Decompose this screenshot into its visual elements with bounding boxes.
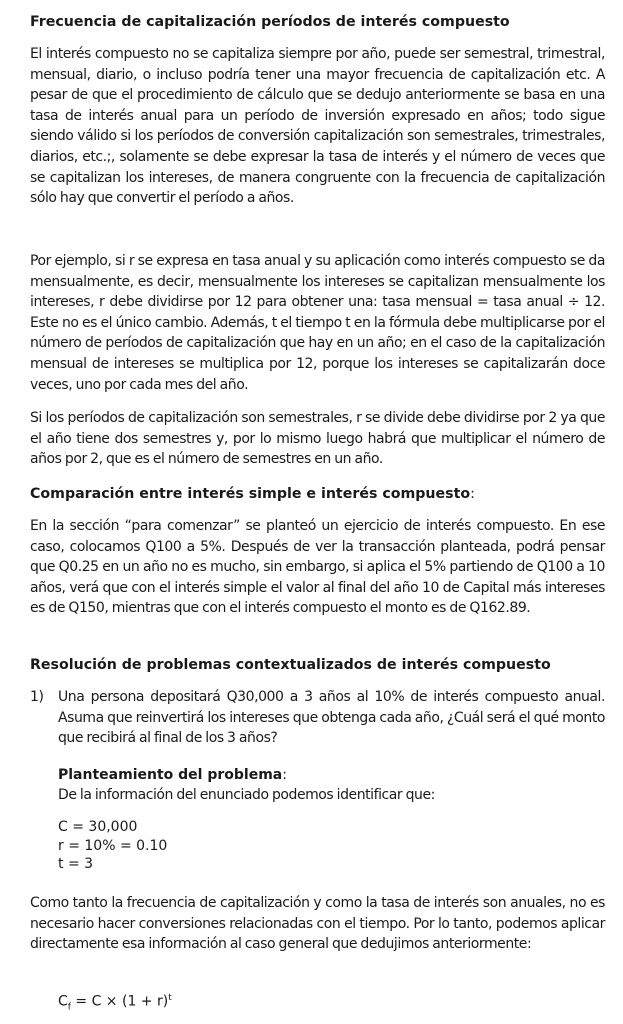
paragraph-comparacion: En la sección “para comenzar” se planteó un ejercicio de interés compuesto. En ese caso, colocamos Q100 a 5%. Después de ver la transacción planteada, podrá pensar que Q0.25 en un año no es mucho, sin embargo, si aplica el 5% partiendo de Q100 a 10 años, verá que con el interés simple el valor al final del año 10 de Capital más intereses es de Q150, mientras que con el interés compuesto el monto es de Q162.89.: [30, 518, 605, 617]
heading-comparacion: [30, 484, 475, 504]
problem-number: 1): [30, 689, 44, 705]
subheading-planteamiento-text: Planteamiento del problema: [58, 767, 283, 783]
variables-list: [58, 818, 167, 874]
heading-frecuencia: Frecuencia de capitalización períodos de interés compuesto: [30, 14, 510, 30]
heading-comparacion-text: Comparación entre interés simple e interés compuesto: [30, 486, 471, 502]
formula-monto: [30, 988, 172, 1017]
planteamiento-intro: De la información del enunciado podemos identificar que:: [58, 787, 435, 803]
subheading-planteamiento-colon: :: [282, 767, 287, 783]
formula-rhs-sup: t: [168, 993, 172, 1003]
paragraph-aplicacion: Como tanto la frecuencia de capitalización y como la tasa de interés son anuales, no es necesario hacer conversiones relacionadas con el tiempo. Por lo tanto, podemos aplicar directamente esa información al caso general que dedujimos anteriormente:: [30, 895, 605, 953]
formula-lhs: C: [58, 993, 68, 1010]
subheading-planteamiento: [58, 765, 287, 785]
paragraph-intro: El interés compuesto no se capitaliza siempre por año, puede ser semestral, trimestral, mensual, diario, o incluso podría tener una mayor frecuencia de capitalización etc. A pesar de que el procedimiento de cálculo que se dedujo anteriormente se basa en una tasa de interés anual para un período de inversión expresado en años; todo sigue siendo válido si los períodos de conversión capitalización son semestrales, trimestrales, diarios, etc.;, solamente se debe expresar la tasa de interés y el número de veces que se capitalizan los intereses, de manera congruente con la frecuencia de capitalización sólo hay que convertir el período a años.: [30, 46, 605, 207]
formula-rhs: = C × (1 + r): [70, 993, 169, 1010]
paragraph-semestral: Si los períodos de capitalización son semestrales, r se divide debe dividirse por 2 ya que el año tiene dos semestres y, por lo mismo luego habrá que multiplicar el número de años por 2, que es el número de semestres en un año.: [30, 410, 605, 468]
problem-item: [30, 687, 605, 749]
problem-text: Una persona depositará Q30,000 a 3 años al 10% de interés compuesto anual. Asuma que reinvertirá los intereses que obtenga cada año, ¿Cuál será el qué monto que recibirá al final de los 3 años?: [58, 689, 605, 747]
paragraph-ejemplo: Por ejemplo, si r se expresa en tasa anual y su aplicación como interés compuesto se da mensualmente, es decir, mensualmente los intereses se capitalizan mensualmente los intereses, r debe dividirse por 12 para obtener una: tasa mensual = tasa anual ÷ 12. Este no es el único cambio. Además, t el tiempo t en la fórmula debe multiplicarse por el número de períodos de capitalización que hay en un año; en el caso de la capitalización mensual de intereses se multiplica por 12, porque los intereses se capitalizarán doce veces, uno por cada mes del año.: [30, 253, 605, 393]
formula-lhs-sub: f: [67, 1002, 71, 1013]
variable-r: r = 10% = 0.10: [58, 837, 168, 854]
variable-c: C = 30,000: [58, 819, 138, 835]
heading-comparacion-colon: :: [470, 486, 475, 502]
heading-resolucion: Resolución de problemas contextualizados de interés compuesto: [30, 657, 551, 673]
variable-t: t = 3: [58, 856, 94, 872]
